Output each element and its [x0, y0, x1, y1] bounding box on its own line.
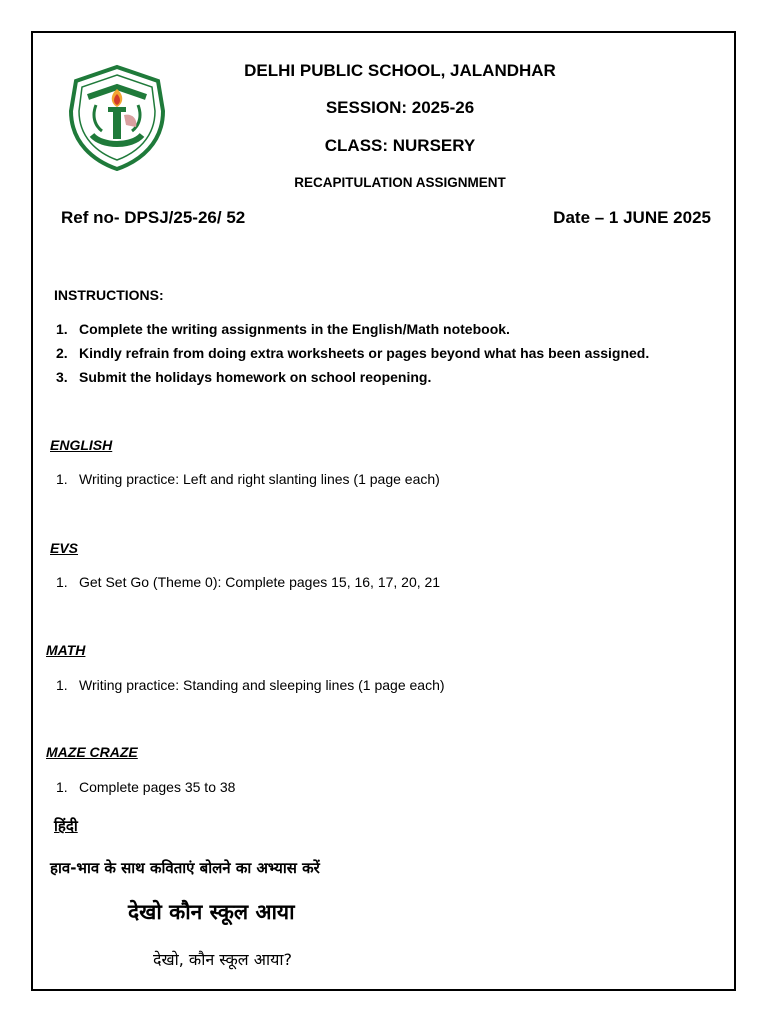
list-item: [56, 344, 649, 368]
item-text: Complete pages 35 to 38: [79, 779, 236, 795]
session-label: SESSION: 2025-26: [325, 98, 475, 117]
list-item: [56, 368, 649, 392]
list-item: [56, 573, 440, 597]
list-item: [56, 470, 440, 494]
item-text: Writing practice: Standing and sleeping lines (1 page each): [79, 677, 445, 693]
reference-number: Ref no- DPSJ/25-26/ 52: [61, 208, 246, 227]
item-text: Kindly refrain from doing extra worksheets or pages beyond what has been assigned.: [79, 345, 650, 361]
item-number: 2.: [56, 345, 68, 361]
section-title-english: ENGLISH: [50, 437, 113, 453]
list-item: [56, 676, 445, 700]
list-item: [56, 778, 235, 802]
instructions-list: [56, 320, 649, 392]
section-title-math: MATH: [46, 642, 86, 658]
class-label: CLASS: NURSERY: [324, 136, 476, 155]
instructions-title: INSTRUCTIONS:: [54, 287, 164, 303]
document-date: Date – 1 JUNE 2025: [553, 208, 711, 227]
item-text: Writing practice: Left and right slanting lines (1 page each): [79, 471, 440, 487]
poem-line: देखो, कौन स्कूल आया?: [153, 950, 293, 969]
school-name: DELHI PUBLIC SCHOOL, JALANDHAR: [244, 61, 556, 80]
item-number: 1.: [56, 677, 68, 693]
item-number: 1.: [56, 574, 68, 590]
item-text: Get Set Go (Theme 0): Complete pages 15, 16, 17, 20, 21: [79, 574, 441, 590]
list-item: [56, 320, 649, 344]
item-text: Submit the holidays homework on school reopening.: [79, 369, 432, 385]
section-title-hindi: हिंदी: [54, 817, 78, 835]
poem-title: देखो कौन स्कूल आया: [128, 900, 295, 924]
item-text: Complete the writing assignments in the English/Math notebook.: [79, 321, 510, 337]
math-list: [56, 676, 445, 700]
school-logo: [66, 63, 168, 171]
item-number: 1.: [56, 471, 68, 487]
item-number: 3.: [56, 369, 68, 385]
section-title-evs: EVS: [50, 540, 79, 556]
item-number: 1.: [56, 321, 68, 337]
section-title-maze-craze: MAZE CRAZE: [46, 744, 138, 760]
hindi-instruction: हाव-भाव के साथ कविताएं बोलने का अभ्यास करें: [50, 859, 320, 877]
item-number: 1.: [56, 779, 68, 795]
evs-list: [56, 573, 440, 597]
assignment-title: RECAPITULATION ASSIGNMENT: [294, 175, 506, 190]
english-list: [56, 470, 440, 494]
maze-craze-list: [56, 778, 235, 802]
